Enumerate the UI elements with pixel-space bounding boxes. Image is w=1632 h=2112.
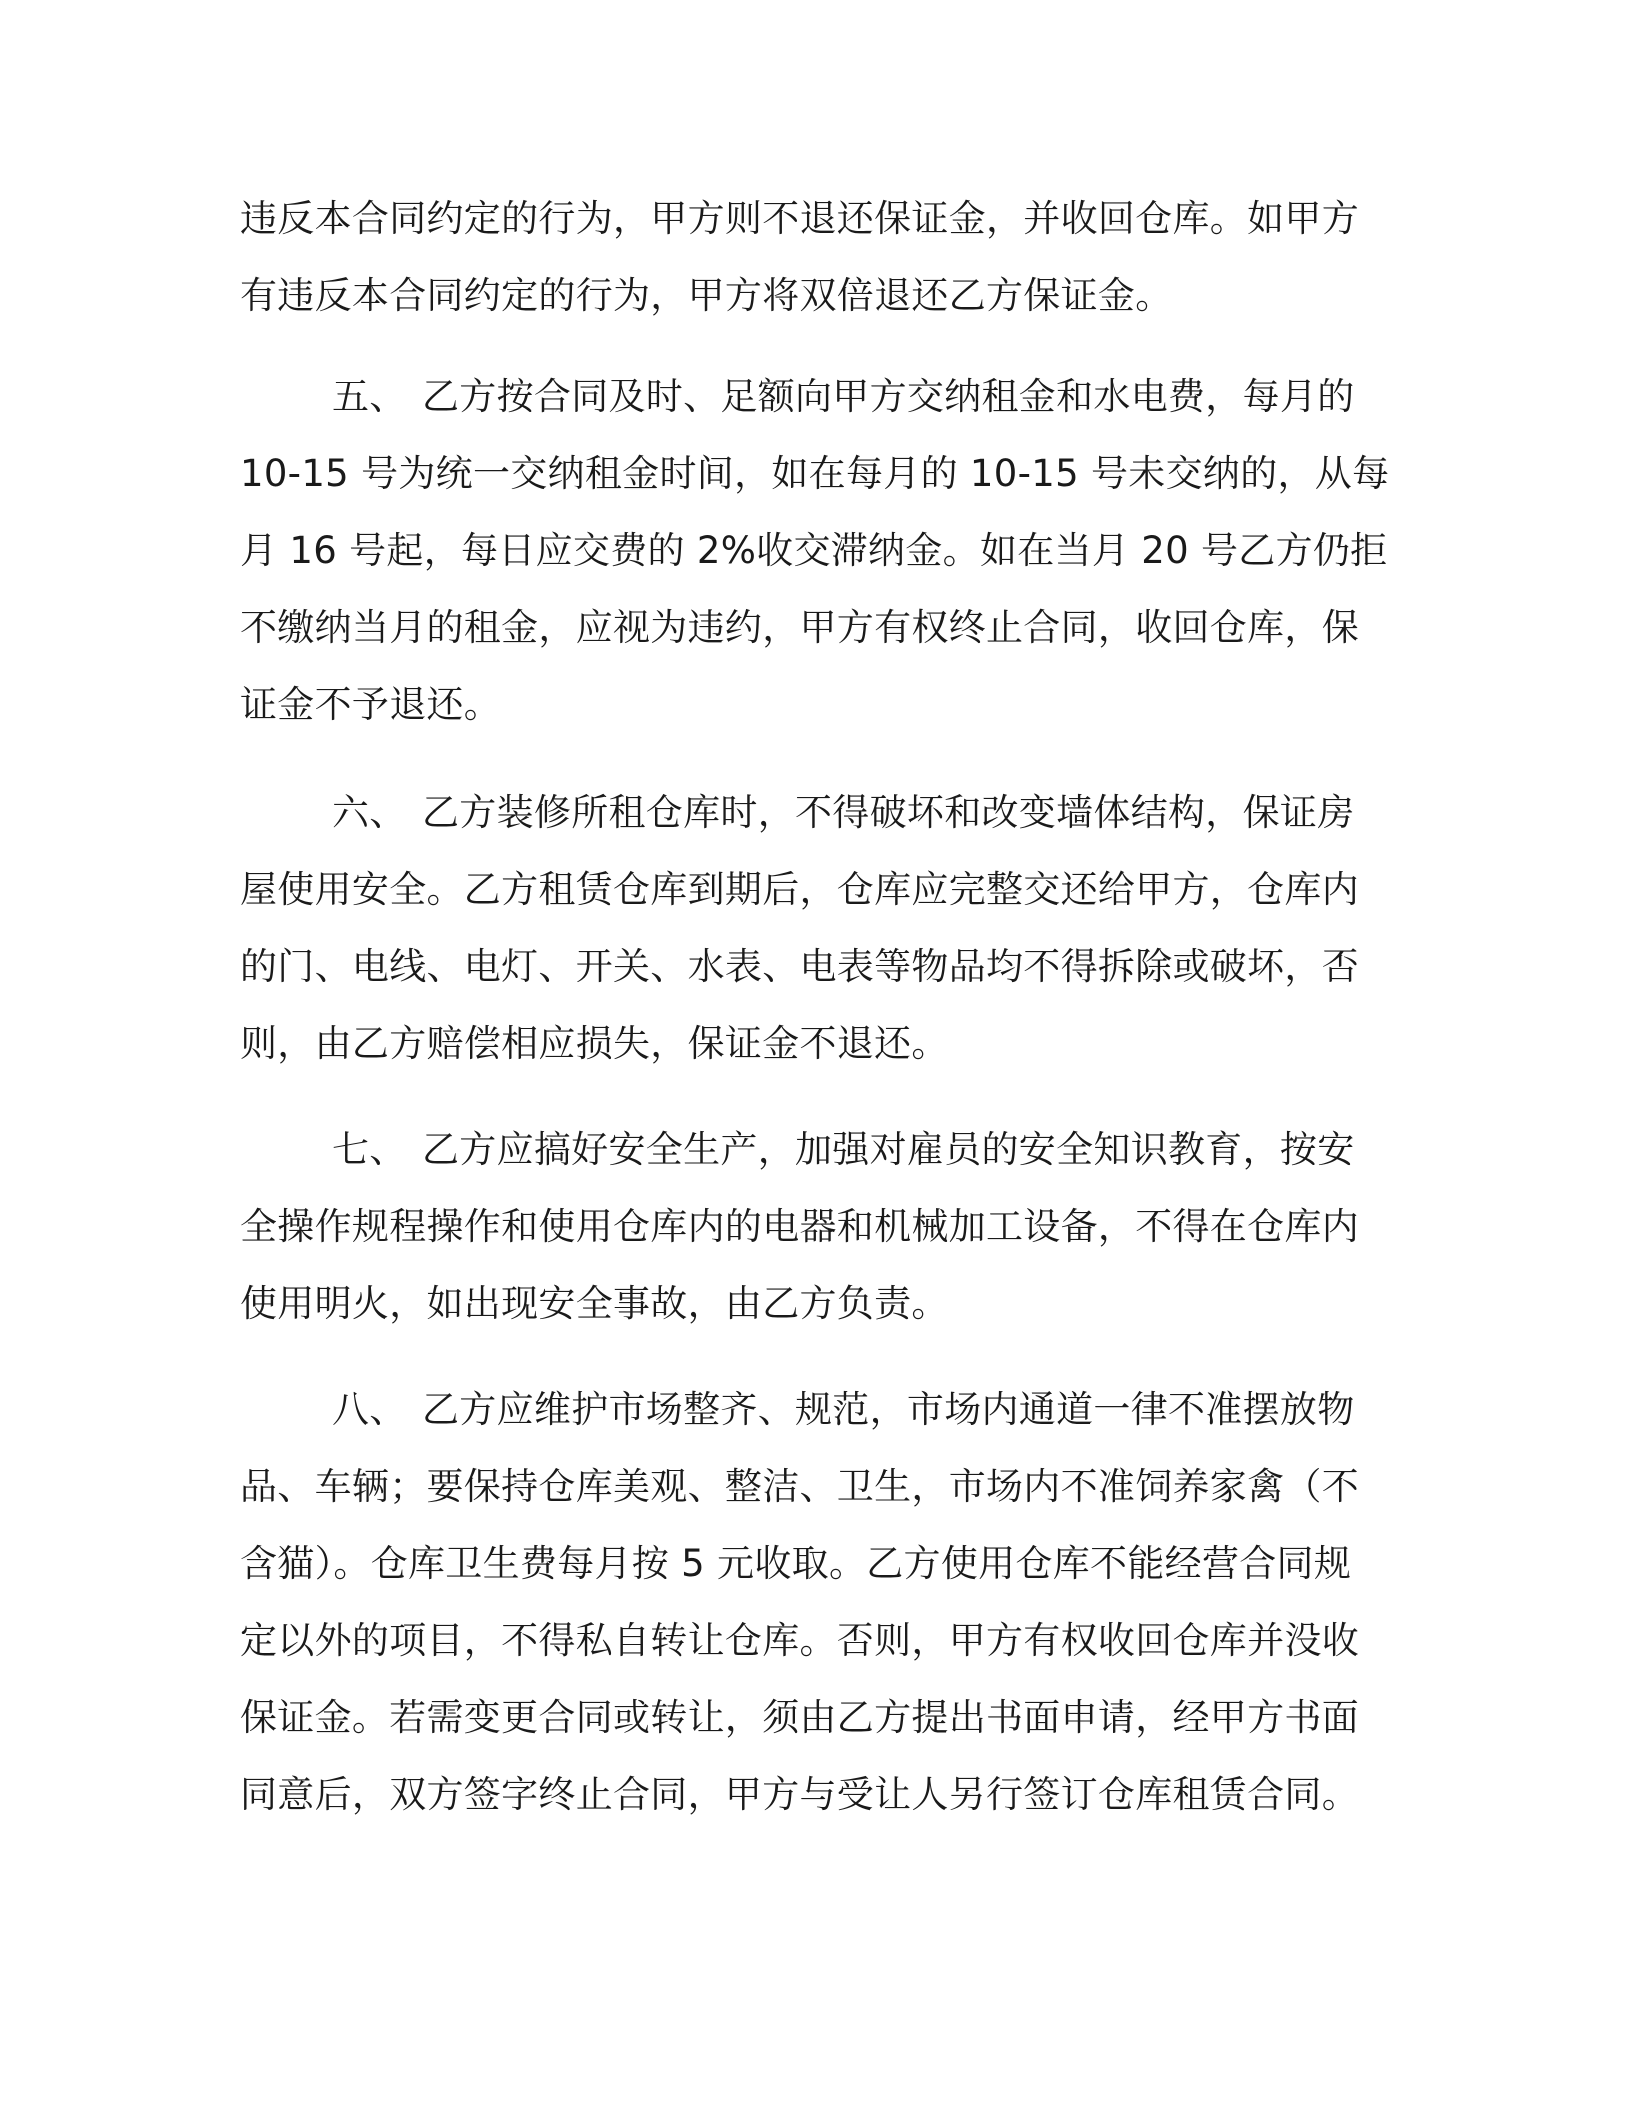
paragraph-line: 屋使用安全。乙方租赁仓库到期后，仓库应完整交还给甲方，仓库内 bbox=[240, 868, 1359, 911]
paragraph-line: 乙方应搞好安全生产，加强对雇员的安全知识教育，按安 bbox=[422, 1128, 1355, 1171]
paragraph-line: 违反本合同约定的行为，甲方则不退还保证金，并收回仓库。如甲方 bbox=[240, 197, 1359, 240]
paragraph-line: 定以外的项目，不得私自转让仓库。否则，甲方有权收回仓库并没收 bbox=[240, 1619, 1359, 1662]
paragraph-line: 乙方装修所租仓库时，不得破坏和改变墙体结构，保证房 bbox=[422, 791, 1355, 834]
paragraph-line: 证金不予退还。 bbox=[240, 683, 502, 726]
clause-8 bbox=[240, 1371, 1359, 1833]
clause-7 bbox=[240, 1111, 1359, 1342]
clause-first-line bbox=[240, 358, 1355, 435]
paragraph-line: 10-15 号为统一交纳租金时间，如在每月的 10-15 号未交纳的，从每 bbox=[240, 452, 1390, 495]
paragraph-line: 有违反本合同约定的行为，甲方将双倍退还乙方保证金。 bbox=[240, 274, 1173, 317]
paragraph-line: 全操作规程操作和使用仓库内的电器和机械加工设备，不得在仓库内 bbox=[240, 1205, 1359, 1248]
clause-5 bbox=[240, 358, 1390, 743]
paragraph-line: 同意后，双方签字终止合同，甲方与受让人另行签订仓库租赁合同。 bbox=[240, 1773, 1359, 1816]
clause-number: 六、 bbox=[332, 791, 407, 834]
paragraph-line: 品、车辆；要保持仓库美观、整洁、卫生，市场内不准饲养家禽（不 bbox=[240, 1465, 1359, 1508]
clause-number: 八、 bbox=[332, 1388, 407, 1431]
paragraph-line: 含猫）。仓库卫生费每月按 5 元收取。乙方使用仓库不能经营合同规 bbox=[240, 1542, 1352, 1585]
clause-first-line bbox=[240, 774, 1355, 851]
paragraph-line: 不缴纳当月的租金，应视为违约，甲方有权终止合同，收回仓库，保 bbox=[240, 606, 1359, 649]
paragraph-line: 乙方按合同及时、足额向甲方交纳租金和水电费，每月的 bbox=[422, 375, 1355, 418]
paragraph-line: 使用明火，如出现安全事故，由乙方负责。 bbox=[240, 1282, 949, 1325]
paragraph-line: 的门、电线、电灯、开关、水表、电表等物品均不得拆除或破坏，否 bbox=[240, 945, 1359, 988]
paragraph-line: 乙方应维护市场整齐、规范，市场内通道一律不准摆放物 bbox=[422, 1388, 1355, 1431]
clause-first-line bbox=[240, 1371, 1355, 1448]
paragraph-intro bbox=[240, 180, 1359, 334]
clause-first-line bbox=[240, 1111, 1355, 1188]
clause-number: 七、 bbox=[332, 1128, 407, 1171]
paragraph-line: 则，由乙方赔偿相应损失，保证金不退还。 bbox=[240, 1022, 949, 1065]
paragraph-line: 保证金。若需变更合同或转让，须由乙方提出书面申请，经甲方书面 bbox=[240, 1696, 1359, 1739]
paragraph-line: 月 16 号起，每日应交费的 2%收交滞纳金。如在当月 20 号乙方仍拒 bbox=[240, 529, 1388, 572]
clause-6 bbox=[240, 774, 1359, 1082]
clause-number: 五、 bbox=[332, 375, 407, 418]
